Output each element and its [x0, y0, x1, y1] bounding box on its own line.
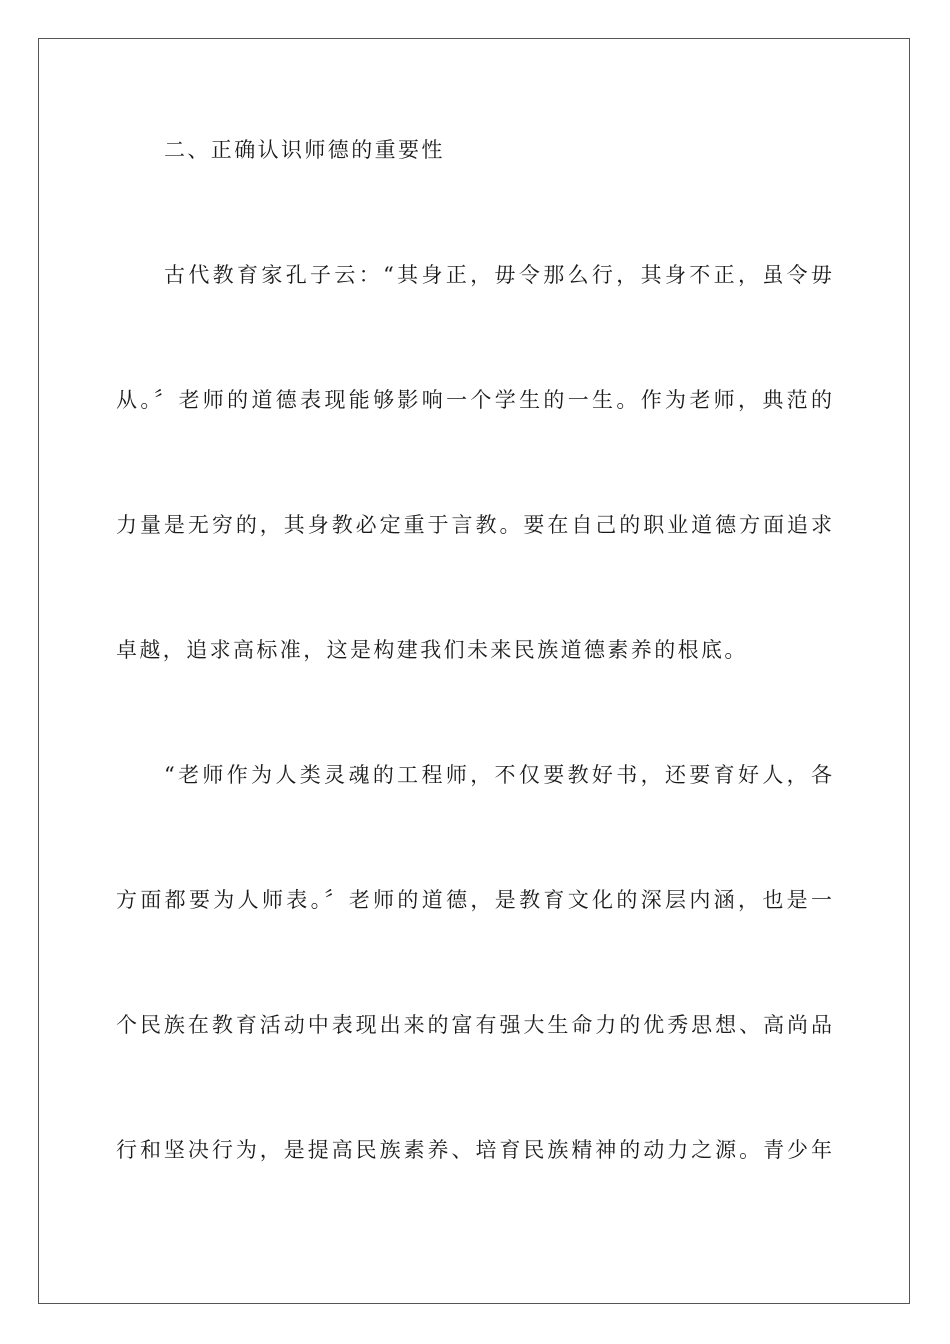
paragraph-2-line-1: “老师作为人类灵魂的工程师，不仅要教好书，还要育好人，各	[164, 763, 832, 787]
paragraph-1-line-3: 力量是无穷的，其身教必定重于言教。要在自己的职业道德方面追求	[116, 513, 832, 537]
paragraph-1-line-4: 卓越，追求高标准，这是构建我们未来民族道德素养的根底。	[116, 638, 748, 662]
page-border	[38, 38, 910, 1304]
paragraph-1-line-2: 从。〞老师的道德表现能够影响一个学生的一生。作为老师，典范的	[116, 388, 832, 412]
section-heading: 二、正确认识师德的重要性	[164, 138, 445, 162]
paragraph-1-line-1: 古代教育家孔子云：“其身正，毋令那么行，其身不正，虽令毋	[164, 263, 832, 287]
paragraph-2-line-4: 行和坚决行为，是提高民族素养、培育民族精神的动力之源。青少年	[116, 1138, 832, 1162]
paragraph-2-line-2: 方面都要为人师表。〞老师的道德，是教育文化的深层内涵，也是一	[116, 888, 832, 912]
paragraph-2-line-3: 个民族在教育活动中表现出来的富有强大生命力的优秀思想、高尚品	[116, 1013, 832, 1037]
